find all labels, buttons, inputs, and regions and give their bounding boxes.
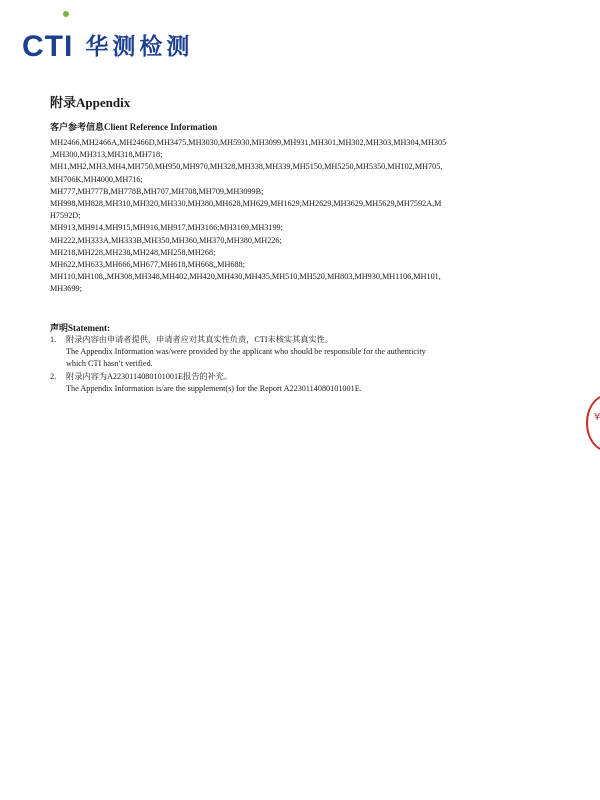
logo-chinese-name: 华测检测: [85, 34, 194, 60]
model-line: MH218,MH228,MH238,MH248,MH258,MH268;: [50, 247, 216, 257]
statement-english-continued: which CTI hasn’t verified.: [66, 359, 153, 369]
model-line: MH2466,MH2466A,MH2466D,MH3475,MH3030,MH5930,MH3099,MH931,MH301,MH302,MH303,MH304,MH305: [50, 138, 447, 147]
model-line: MH110,MH108,,MH308,MH348,MH402,MH420,MH430,MH435,MH510,MH520,MH803,MH930,MH1106,MH101,: [50, 272, 441, 282]
model-line: ,MH300,MH313,MH318,MH718;: [50, 150, 163, 160]
model-line: MH1,MH2,MH3,MH4,MH750,MH950,MH970,MH328,MH338,MH339,MH5150,MH5250,MH5350,MH102,MH705,: [50, 162, 443, 172]
stamp-mark-icon: ¥: [594, 412, 600, 423]
logo-dot-icon: [63, 11, 69, 17]
model-line: MH3699;: [50, 284, 82, 294]
statement-title: 声明Statement:: [50, 323, 110, 333]
logo-brand: CTI: [22, 30, 74, 63]
model-line: H7592D;: [50, 211, 81, 221]
appendix-title: 附录Appendix: [50, 95, 131, 110]
statement-english: The Appendix Information was/were provided by the applicant who should be responsible for the authenticity: [66, 347, 426, 357]
statement-item: [50, 334, 530, 371]
statement-chinese: 附录内容由申请者提供，申请者应对其真实性负责，CTI未核实其真实性。: [66, 335, 334, 344]
statement-english: The Appendix Information is/are the supplement(s) for the Report A2230114080101001E.: [66, 383, 362, 393]
statement-chinese: 附录内容为A2230114080101001E报告的补充。: [66, 371, 233, 381]
model-line: MH622,MH633,MH666,MH677,MH618,MH668,,MH688;: [50, 260, 245, 270]
red-stamp-icon: [586, 394, 600, 452]
statement-item: [50, 371, 530, 395]
statement-number: 2.: [50, 371, 57, 381]
model-line: MH222,MH333A,MH333B,MH350,MH360,MH370,MH380,MH226;: [50, 235, 282, 245]
model-line: MH913,MH914,MH915,MH916,MH917,MH3166;MH3169,MH3199;: [50, 223, 283, 233]
model-line: MH777,MH777B,MH778B,MH707,MH708,MH709,MH3099B;: [50, 186, 264, 196]
statement-list: [50, 334, 530, 395]
cti-logo: [22, 18, 193, 62]
model-list: [50, 137, 520, 296]
model-line: MH706K,MH4000,MH716;: [50, 174, 143, 184]
model-line: MH998,MH828,MH310,MH320,MH330,MH380,MH628,MH629,MH1629,MH2629,MH3629,MH5629,MH7592A,M: [50, 199, 442, 209]
statement-number: 1.: [50, 335, 57, 344]
client-reference-title: 客户参考信息Client Reference Information: [50, 122, 218, 132]
